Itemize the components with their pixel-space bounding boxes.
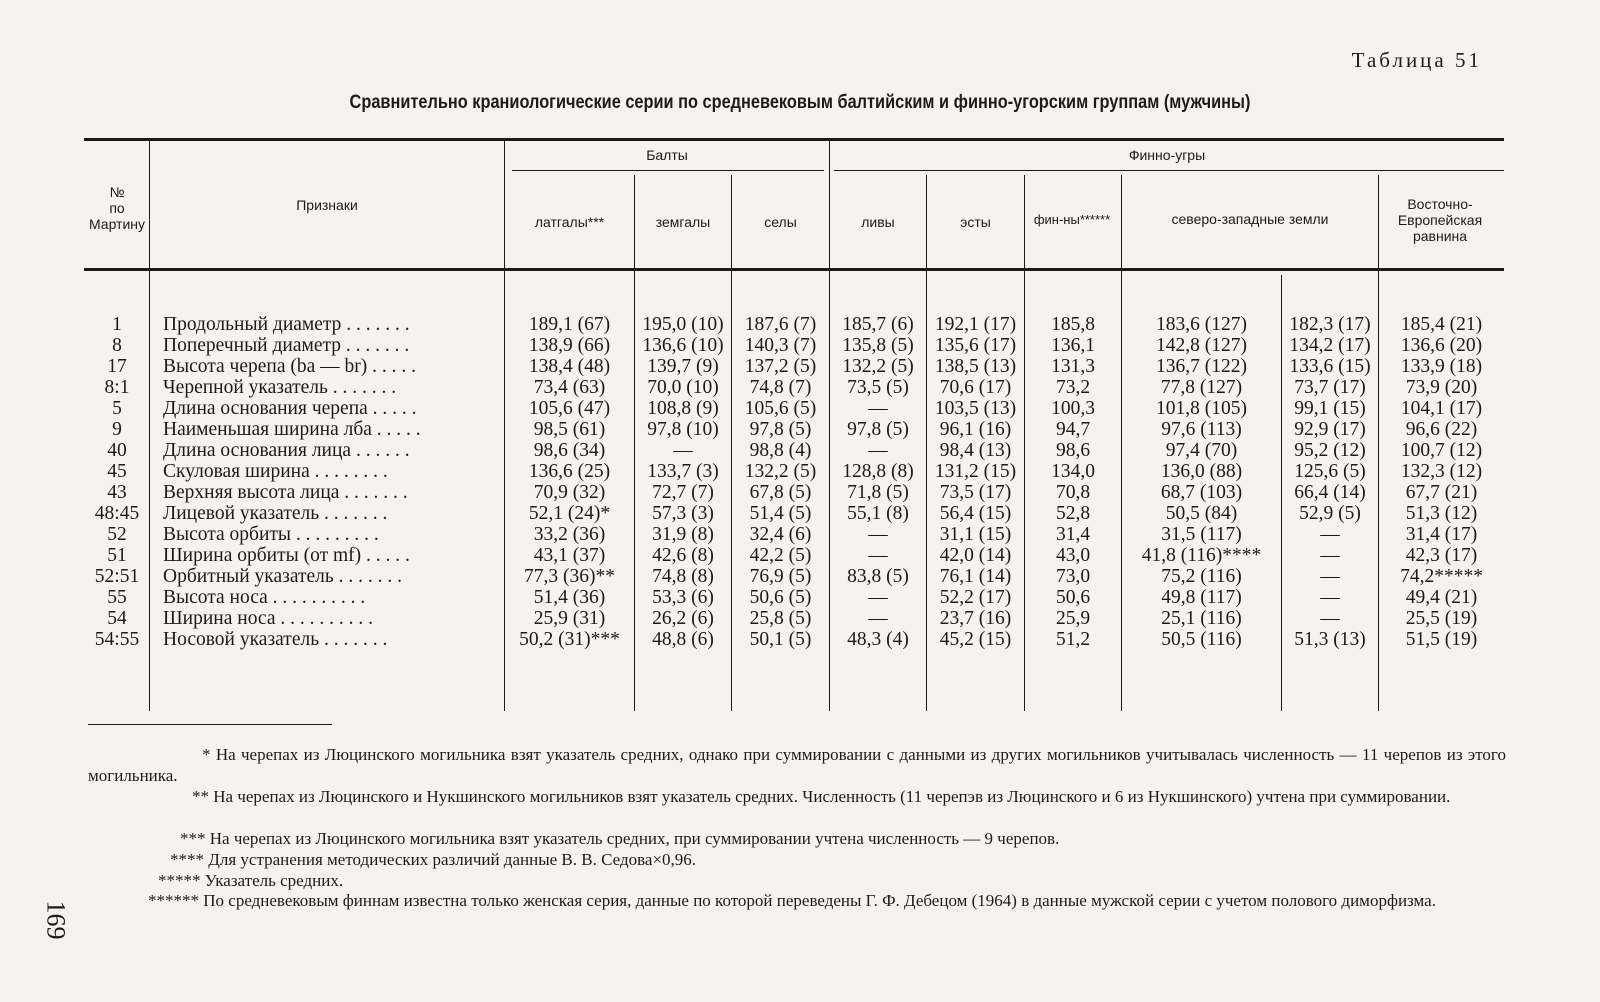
footnote-mark: ***	[180, 829, 206, 848]
footnote-text: На черепах из Люцинского могильника взят указатель средних, при суммировании учтена численность — 9 черепов.	[209, 829, 1060, 848]
table-cell: 76,9 (5)	[749, 566, 812, 587]
table-cell: 52,9 (5)	[1299, 503, 1361, 524]
footnote-mark: **	[192, 787, 209, 806]
table-cell: 42,6 (8)	[652, 545, 714, 566]
table-cell: 50,1 (5)	[749, 629, 812, 650]
table-cell: —	[673, 440, 693, 461]
table-cell: 41,8 (116)****	[1141, 545, 1262, 566]
table-cell: 53,3 (6)	[652, 587, 714, 608]
table-cell: 50,5 (116)	[1161, 629, 1242, 650]
table-cell: —	[1320, 545, 1340, 566]
table-caption: Сравнительно краниологические серии по средневековым балтийским и финно-угорским группам (мужчины)	[349, 92, 1251, 113]
row-martin-number: 1	[112, 314, 122, 335]
row-feature-label: Высота носа . . . . . . . . . .	[163, 587, 366, 608]
table-cell: 195,0 (10)	[642, 314, 724, 335]
table-cell: 97,8 (10)	[647, 419, 719, 440]
table-cell: 67,7 (21)	[1405, 482, 1478, 503]
table-cell: 183,6 (127)	[1156, 314, 1247, 335]
table-cell: 25,8 (5)	[749, 608, 812, 629]
table-cell: 128,8 (8)	[842, 461, 914, 482]
table-cell: 57,3 (3)	[652, 503, 714, 524]
table-cell: 100,3	[1051, 398, 1095, 419]
table-cell: 131,2 (15)	[934, 461, 1017, 482]
col-divider	[149, 141, 150, 711]
table-cell: 136,6 (20)	[1400, 335, 1483, 356]
table-cell: 105,6 (5)	[744, 398, 817, 419]
header-bottom-rule	[84, 268, 1504, 271]
table-cell: 23,7 (16)	[939, 608, 1012, 629]
table-cell: 74,2*****	[1400, 566, 1483, 587]
row-feature-label: Длина основания лица . . . . . .	[163, 440, 410, 461]
table-cell: 43,1 (37)	[533, 545, 606, 566]
row-martin-number: 5	[112, 398, 122, 419]
table-cell: 52,1 (24)*	[528, 503, 611, 524]
table-cell: 187,6 (7)	[744, 314, 817, 335]
table-cell: —	[868, 440, 888, 461]
table-cell: —	[1320, 587, 1340, 608]
row-feature-label: Наименьшая ширина лба . . . . .	[163, 419, 421, 440]
table-cell: 98,6 (34)	[533, 440, 606, 461]
table-cell: 83,8 (5)	[847, 566, 909, 587]
row-feature-label: Продольный диаметр . . . . . . .	[163, 314, 410, 335]
table-cell: 77,3 (36)**	[524, 566, 615, 587]
table-cell: 134,2 (17)	[1289, 335, 1371, 356]
table-cell: 25,1 (116)	[1161, 608, 1242, 629]
table-cell: 50,2 (31)***	[519, 629, 620, 650]
table-cell: 137,2 (5)	[744, 356, 817, 377]
footnote-text: На черепах из Люцинского могильника взят указатель средних, однако при суммировании с данными из других могильников учитывалась численность — 11 черепов из этого могильника.	[88, 745, 1506, 785]
table-cell: 51,4 (5)	[749, 503, 812, 524]
table-cell: 73,0	[1055, 566, 1091, 587]
row-feature-label: Верхняя высота лица . . . . . . .	[163, 482, 408, 503]
table-cell: 67,8 (5)	[749, 482, 812, 503]
footnote-5	[88, 870, 1506, 891]
table-cell: 185,4 (21)	[1400, 314, 1483, 335]
table-cell: 98,6	[1055, 440, 1091, 461]
table-cell: 49,4 (21)	[1405, 587, 1478, 608]
table-cell: —	[868, 545, 888, 566]
table-cell: 51,2	[1055, 629, 1091, 650]
header-east-european-plain: Восточно-Европейская равнина	[1397, 196, 1483, 244]
footnote-1	[88, 744, 1506, 786]
table-cell: 136,1	[1051, 335, 1095, 356]
table-cell: 104,1 (17)	[1400, 398, 1483, 419]
table-cell: 52,8	[1055, 503, 1091, 524]
header-martin-number: № по Мартину	[88, 184, 146, 232]
row-martin-number: 52:51	[94, 566, 140, 587]
table-cell: 72,7 (7)	[652, 482, 714, 503]
table-cell: 73,4 (63)	[533, 377, 606, 398]
table-cell: 189,1 (67)	[528, 314, 611, 335]
row-martin-number: 48:45	[94, 503, 140, 524]
table-cell: 70,6 (17)	[939, 377, 1012, 398]
row-martin-number: 17	[107, 356, 127, 377]
table-cell: 31,4 (17)	[1405, 524, 1478, 545]
table-cell: 135,8 (5)	[842, 335, 914, 356]
table-cell: 56,4 (15)	[939, 503, 1012, 524]
footnote-text: На черепах из Люцинского и Нукшинского могильников взят указатель средних. Численность (11 черепэв из Люцинского и 6 из Нукшинского) учтена при суммировании.	[213, 787, 1451, 806]
table-cell: 134,0	[1051, 461, 1095, 482]
table-cell: 73,5 (5)	[847, 377, 909, 398]
table-cell: —	[1320, 608, 1340, 629]
table-cell: 51,3 (13)	[1294, 629, 1366, 650]
table-cell: 182,3 (17)	[1289, 314, 1371, 335]
table-cell: 26,2 (6)	[652, 608, 714, 629]
table-cell: 99,1 (15)	[1294, 398, 1366, 419]
table-cell: 70,0 (10)	[647, 377, 719, 398]
table-cell: 136,6 (10)	[642, 335, 724, 356]
row-feature-label: Поперечный диаметр . . . . . . .	[163, 335, 410, 356]
header-sels: селы	[764, 214, 797, 230]
table-cell: 48,3 (4)	[847, 629, 909, 650]
row-feature-label: Скуловая ширина . . . . . . . .	[163, 461, 388, 482]
table-top-rule	[84, 138, 1504, 141]
table-cell: 185,8	[1051, 314, 1095, 335]
table-cell: 96,1 (16)	[939, 419, 1012, 440]
row-martin-number: 8:1	[104, 377, 130, 398]
footnote-3	[88, 828, 1506, 849]
table-cell: —	[868, 587, 888, 608]
table-cell: 98,8 (4)	[749, 440, 812, 461]
table-cell: 192,1 (17)	[934, 314, 1017, 335]
table-cell: 97,6 (113)	[1161, 419, 1242, 440]
table-cell: 52,2 (17)	[939, 587, 1012, 608]
row-feature-label: Ширина орбиты (от mf) . . . . .	[163, 545, 410, 566]
table-cell: 50,6 (5)	[749, 587, 812, 608]
table-cell: 42,0 (14)	[939, 545, 1012, 566]
header-ests: эсты	[960, 214, 991, 230]
table-cell: 77,8 (127)	[1160, 377, 1243, 398]
table-cell: 98,4 (13)	[939, 440, 1012, 461]
table-cell: 133,7 (3)	[647, 461, 719, 482]
group-rule-finno	[834, 170, 1504, 171]
table-cell: 94,7	[1055, 419, 1091, 440]
table-cell: 95,2 (12)	[1294, 440, 1366, 461]
table-cell: 43,0	[1055, 545, 1091, 566]
table-cell: 125,6 (5)	[1294, 461, 1366, 482]
table-cell: 139,7 (9)	[647, 356, 719, 377]
table-cell: 132,2 (5)	[744, 461, 817, 482]
table-cell: 70,9 (32)	[533, 482, 606, 503]
table-cell: 74,8 (8)	[652, 566, 714, 587]
table-cell: 42,3 (17)	[1405, 545, 1478, 566]
table-cell: 25,9	[1055, 608, 1091, 629]
row-martin-number: 52	[107, 524, 127, 545]
table-cell: 73,2	[1055, 377, 1091, 398]
row-martin-number: 45	[107, 461, 127, 482]
table-cell: 76,1 (14)	[939, 566, 1012, 587]
table-cell: 55,1 (8)	[847, 503, 909, 524]
table-cell: 73,5 (17)	[939, 482, 1012, 503]
table-cell: 138,5 (13)	[934, 356, 1017, 377]
row-martin-number: 54	[107, 608, 127, 629]
group-rule-baltic	[512, 170, 824, 171]
row-martin-number: 8	[112, 335, 122, 356]
footnote-6	[88, 890, 1506, 911]
footnote-2	[88, 786, 1506, 807]
table-cell: 92,9 (17)	[1294, 419, 1366, 440]
footnote-mark: ******	[148, 891, 199, 910]
table-cell: 73,7 (17)	[1294, 377, 1366, 398]
table-cell: —	[868, 608, 888, 629]
table-cell: 31,4	[1055, 524, 1091, 545]
table-cell: 136,6 (25)	[528, 461, 611, 482]
footnote-text: Для устранения методических различий данные В. В. Седова×0,96.	[208, 850, 697, 869]
table-cell: 105,6 (47)	[528, 398, 611, 419]
table-cell: 68,7 (103)	[1160, 482, 1243, 503]
table-cell: 49,8 (117)	[1161, 587, 1242, 608]
footnote-mark: ****	[170, 850, 204, 869]
table-number-label: Таблица 51	[1351, 48, 1482, 72]
table-cell: 133,9 (18)	[1400, 356, 1483, 377]
table-cell: 132,2 (5)	[842, 356, 914, 377]
table-cell: 97,8 (5)	[847, 419, 909, 440]
table-cell: —	[1320, 524, 1340, 545]
table-cell: 31,1 (15)	[939, 524, 1012, 545]
row-feature-label: Ширина носа . . . . . . . . . .	[163, 608, 373, 629]
table-cell: 132,3 (12)	[1400, 461, 1483, 482]
row-martin-number: 55	[107, 587, 127, 608]
table-cell: 135,6 (17)	[934, 335, 1017, 356]
table-cell: 108,8 (9)	[647, 398, 719, 419]
table-cell: 97,4 (70)	[1165, 440, 1238, 461]
table-cell: 31,9 (8)	[652, 524, 714, 545]
row-feature-label: Высота черепа (ba — br) . . . . .	[163, 356, 417, 377]
footnote-mark: *	[202, 745, 211, 764]
table-cell: 66,4 (14)	[1294, 482, 1366, 503]
footnote-4	[88, 849, 1506, 870]
header-northwest-lands: северо-западные земли	[1171, 211, 1329, 227]
table-cell: —	[868, 398, 888, 419]
table-cell: 73,9 (20)	[1405, 377, 1478, 398]
table-cell: 31,5 (117)	[1161, 524, 1242, 545]
row-martin-number: 51	[107, 545, 127, 566]
table-cell: 97,8 (5)	[749, 419, 812, 440]
table-cell: 45,2 (15)	[939, 629, 1012, 650]
row-feature-label: Лицевой указатель . . . . . . .	[163, 503, 388, 524]
row-martin-number: 40	[107, 440, 127, 461]
table-cell: 70,8	[1055, 482, 1091, 503]
table-cell: 25,9 (31)	[533, 608, 606, 629]
table-cell: 42,2 (5)	[749, 545, 812, 566]
table-cell: 33,2 (36)	[533, 524, 606, 545]
table-cell: 133,6 (15)	[1289, 356, 1371, 377]
header-zemgals: земгалы	[655, 214, 711, 230]
row-martin-number: 9	[112, 419, 122, 440]
footnote-text: По средневековым финнам известна только женская серия, данные по которой переведены Г. Ф. Дебецом (1964) в данные мужской серии с учетом полового диморфизма.	[203, 891, 1436, 910]
header-feature: Признаки	[296, 197, 358, 213]
table-cell: 32,4 (6)	[749, 524, 812, 545]
row-feature-label: Высота орбиты . . . . . . . . .	[163, 524, 379, 545]
table-cell: 100,7 (12)	[1400, 440, 1483, 461]
footnote-text: Указатель средних.	[204, 871, 344, 890]
table-cell: 136,7 (122)	[1156, 356, 1247, 377]
table-cell: 50,5 (84)	[1165, 503, 1238, 524]
page-number: 169	[41, 900, 71, 940]
table-cell: 103,5 (13)	[934, 398, 1017, 419]
table-cell: 96,6 (22)	[1405, 419, 1478, 440]
table-cell: 71,8 (5)	[847, 482, 909, 503]
table-cell: 185,7 (6)	[842, 314, 914, 335]
table-cell: 51,3 (12)	[1405, 503, 1478, 524]
row-feature-label: Носовой указатель . . . . . . .	[163, 629, 388, 650]
table-cell: 51,4 (36)	[533, 587, 606, 608]
table-cell: 138,9 (66)	[528, 335, 611, 356]
row-martin-number: 43	[107, 482, 127, 503]
table-cell: —	[1320, 566, 1340, 587]
header-latgals: латгалы***	[534, 214, 605, 230]
table-cell: 75,2 (116)	[1161, 566, 1242, 587]
table-cell: 51,5 (19)	[1405, 629, 1478, 650]
table-cell: 131,3	[1051, 356, 1095, 377]
table-cell: 74,8 (7)	[749, 377, 812, 398]
table-cell: —	[868, 524, 888, 545]
footnote-mark: *****	[158, 871, 201, 890]
table-cell: 98,5 (61)	[533, 419, 606, 440]
footnote-separator	[88, 724, 332, 725]
header-livs: ливы	[861, 214, 895, 230]
table-cell: 136,0 (88)	[1160, 461, 1243, 482]
table-cell: 50,6	[1055, 587, 1091, 608]
table-cell: 48,8 (6)	[652, 629, 714, 650]
table-cell: 140,3 (7)	[744, 335, 817, 356]
header-group-baltic: Балты	[646, 147, 688, 163]
row-feature-label: Черепной указатель . . . . . . .	[163, 377, 397, 398]
table-cell: 142,8 (127)	[1156, 335, 1247, 356]
header-group-finno: Финно-угры	[1128, 147, 1206, 163]
table-cell: 25,5 (19)	[1405, 608, 1478, 629]
table-cell: 101,8 (105)	[1156, 398, 1247, 419]
row-feature-label: Длина основания черепа . . . . .	[163, 398, 417, 419]
row-feature-label: Орбитный указатель . . . . . . .	[163, 566, 403, 587]
table-cell: 138,4 (48)	[528, 356, 611, 377]
row-martin-number: 54:55	[94, 629, 140, 650]
header-finns: фин-ны******	[1033, 212, 1111, 227]
